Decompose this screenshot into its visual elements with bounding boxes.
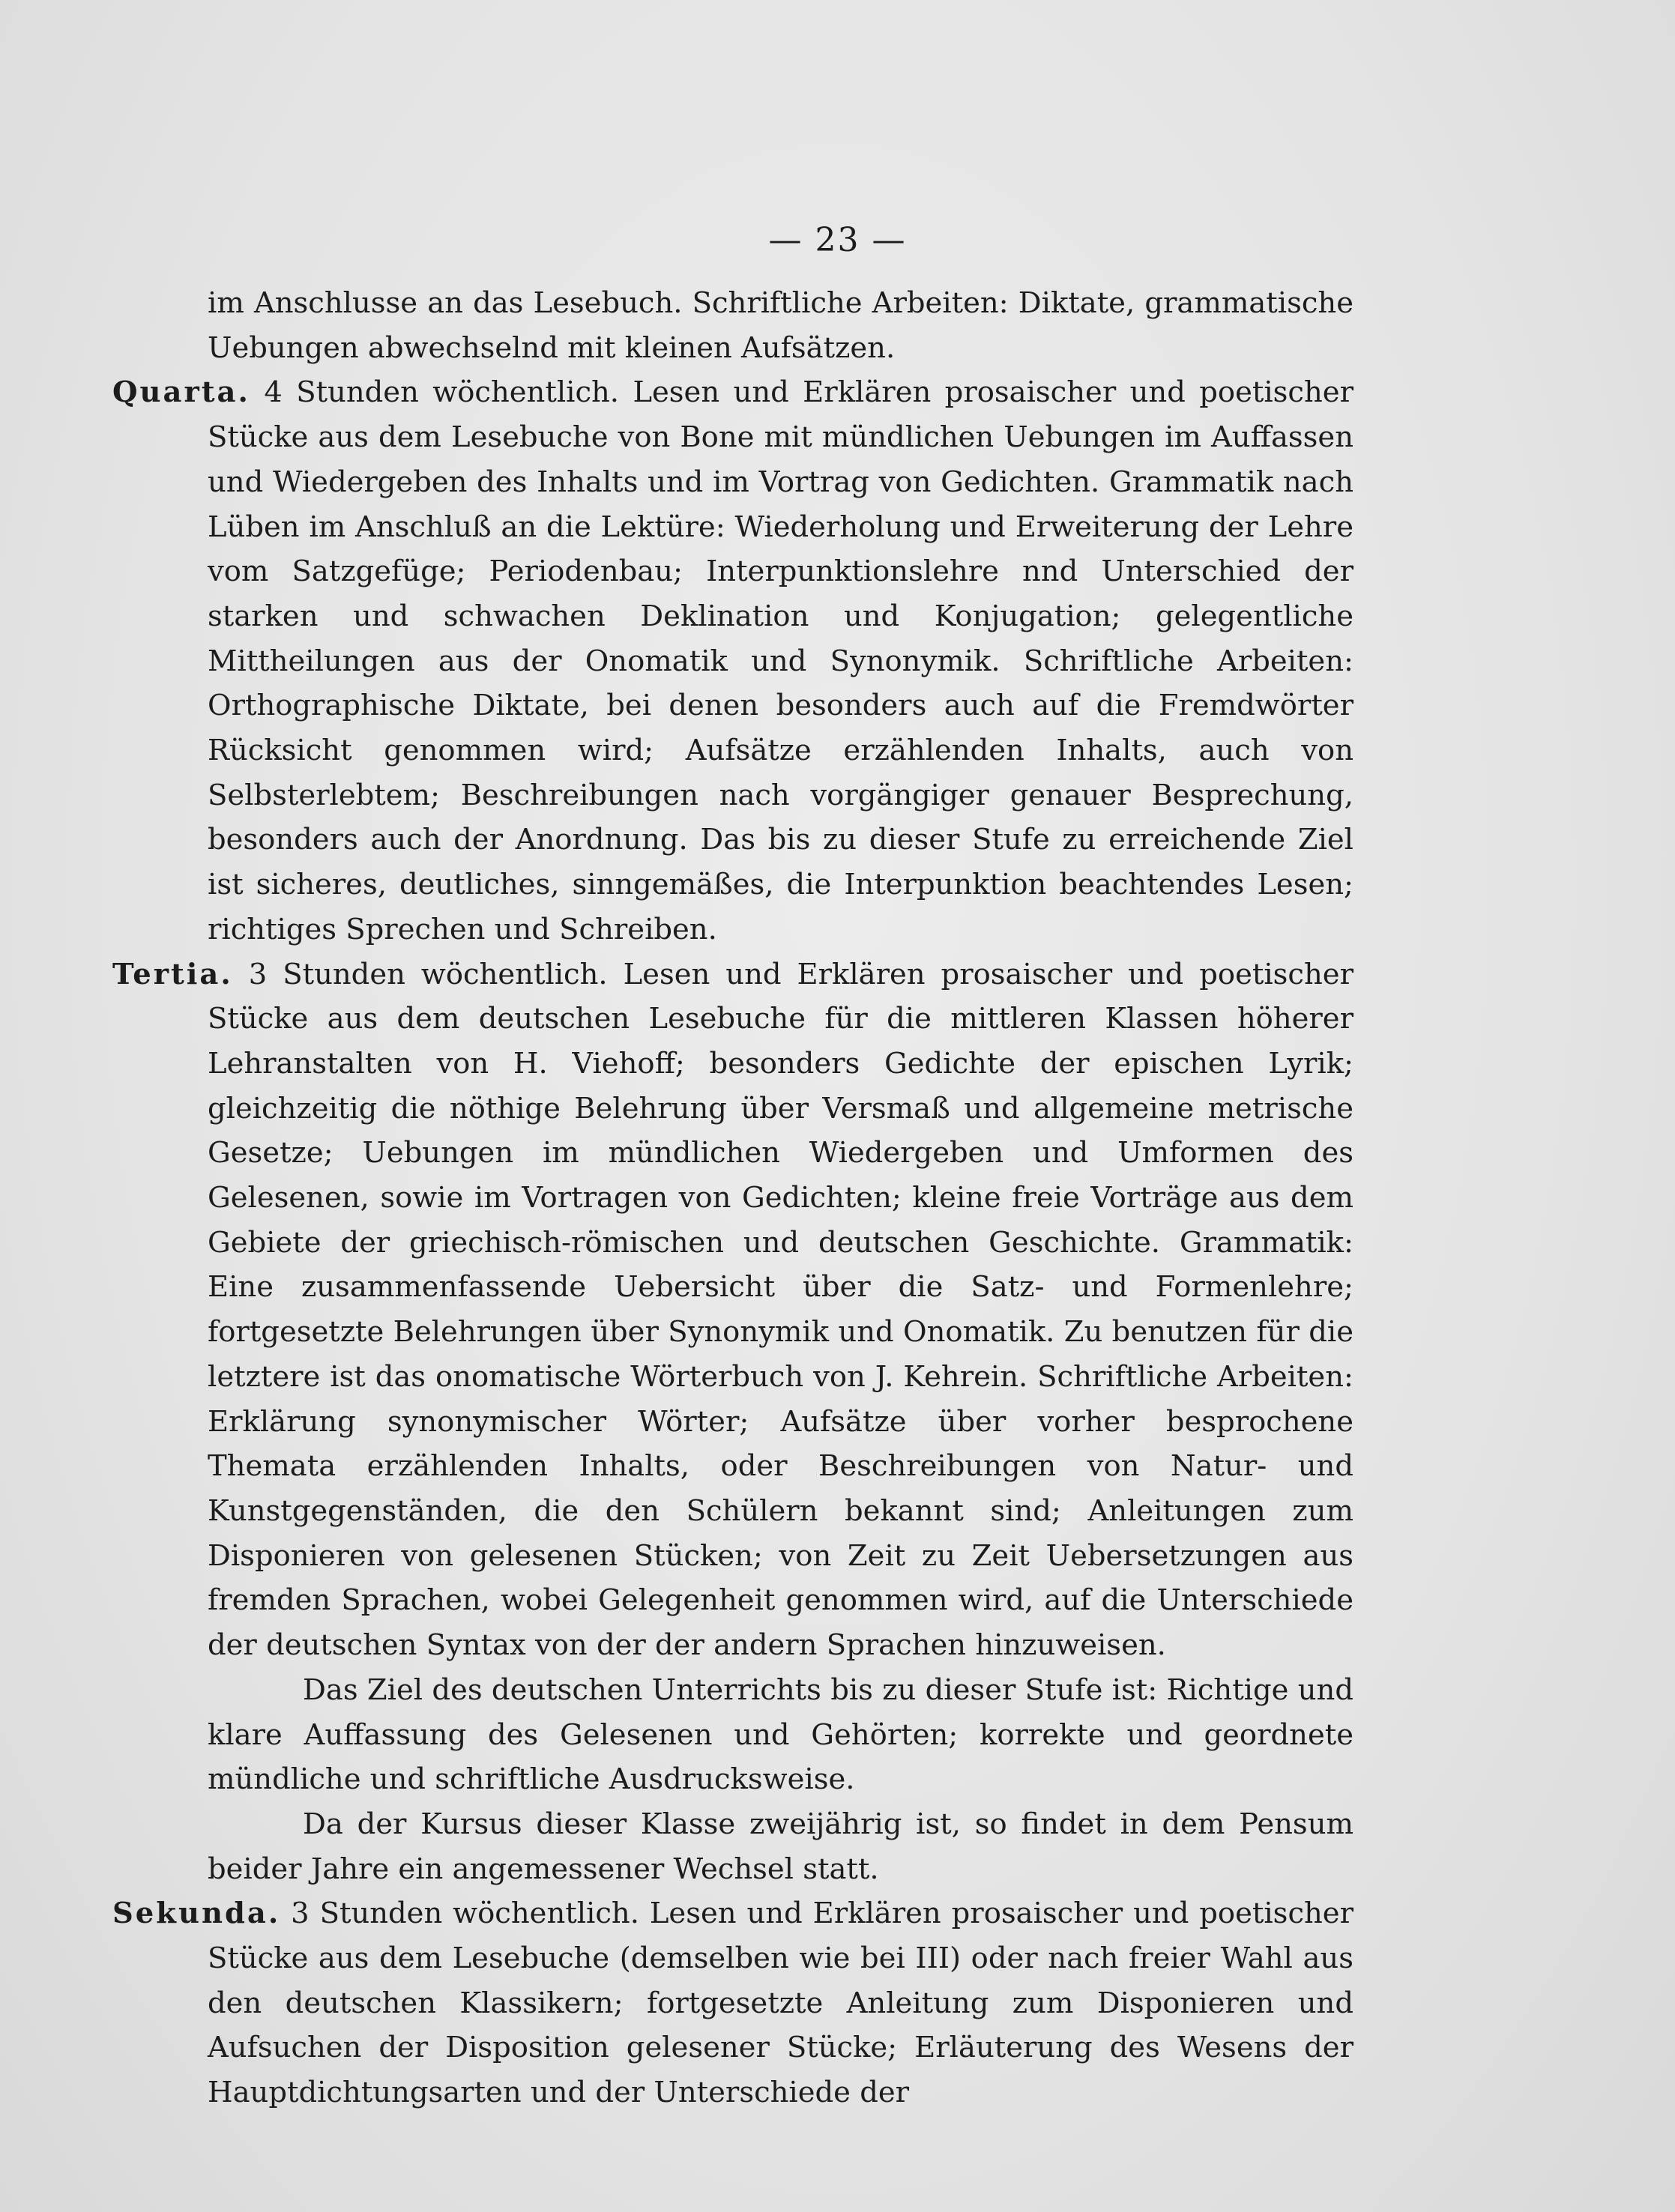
quarta-body: 4 Stunden wöchentlich. Lesen und Erklären prosaischer und poetischer Stücke aus dem Lesebuche von Bone mit mündlichen Uebungen im Auffassen und Wiedergeben des Inhalts und im Vortrag von Gedichten. Grammatik nach Lüben im Anschluß an die Lektüre: Wiederholung und Erweiterung der Lehre vom Satzgefüge; Periodenbau; Interpunktionslehre nnd Unterschied der starken und schwachen Deklination und Konjugation; gelegentliche Mittheilungen aus der Onomatik und Synonymik. Schriftliche Arbeiten: Orthographische Diktate, bei denen besonders auch auf die Fremdwörter Rücksicht genommen wird; Aufsätze erzählenden Inhalts, auch von Selbsterlebtem; Beschreibungen nach vorgängiger genauer Besprechung, besonders auch der Anordnung. Das bis zu dieser Stufe zu erreichende Ziel ist sicheres, deutliches, sinngemäßes, die Interpunktion beachtendes Lesen; richtiges Sprechen und Schreiben. <box>208 375 1353 946</box>
quarta-heading: Quarta. <box>112 375 250 410</box>
tertia-body: 3 Stunden wöchentlich. Lesen und Erklären prosaischer und poetischer Stücke aus dem deutschen Lesebuche für die mittleren Klassen höherer Lehranstalten von H. Viehoff; besonders Gedichte der epischen Lyrik; gleichzeitig die nöthige Belehrung über Versmaß und allgemeine metrische Gesetze; Uebungen im mündlichen Wiedergeben und Umformen des Gelesenen, sowie im Vortragen von Gedichten; kleine freie Vorträge aus dem Gebiete der griechisch-römischen und deutschen Geschichte. Grammatik: Eine zusammenfassende Uebersicht über die Satz- und Formenlehre; fortgesetzte Belehrungen über Synonymik und Onomatik. Zu benutzen für die letztere ist das onomatische Wörterbuch von J. Kehrein. Schriftliche Arbeiten: Erklärung synonymischer Wörter; Aufsätze über vorher besprochene Themata erzählenden Inhalts, oder Beschreibungen von Natur- und Kunstgegenständen, die den Schülern bekannt sind; Anleitungen zum Disponieren von gelesenen Stücken; von Zeit zu Zeit Uebersetzungen aus fremden Sprachen, wobei Gelegenheit genommen wird, auf die Unterschiede der deutschen Syntax von der der andern Sprachen hinzuweisen. <box>208 957 1353 1663</box>
intro-paragraph: im Anschlusse an das Lesebuch. Schriftliche Arbeiten: Diktate, grammatische Uebungen abwechselnd mit kleinen Aufsätzen. <box>208 286 1353 365</box>
body-text <box>112 281 1353 2115</box>
ziel-paragraph: Das Ziel des deutschen Unterrichts bis zu dieser Stufe ist: Richtige und klare Auffassung des Gelesenen und Gehörten; korrekte und geordnete mündliche und schriftliche Ausdrucksweise. <box>208 1672 1353 1797</box>
sekunda-body: 3 Stunden wöchentlich. Lesen und Erklären prosaischer und poetischer Stücke aus dem Lesebuche (demselben wie bei III) oder nach freier Wahl aus den deutschen Klassikern; fortgesetzte Anleitung zum Disponieren und Aufsuchen der Disposition gelesener Stücke; Erläuterung des Wesens der Hauptdichtungsarten und der Unterschiede der <box>208 1897 1353 2110</box>
tertia-heading: Tertia. <box>112 957 233 991</box>
sekunda-heading: Sekunda. <box>112 1897 281 1931</box>
page-number: — 23 — <box>768 221 907 259</box>
sekunda-paragraph <box>112 1891 1353 2115</box>
kursus-paragraph: Da der Kursus dieser Klasse zweijährig ist, so findet in dem Pensum beider Jahre ein angemessener Wechsel statt. <box>208 1807 1353 1886</box>
tertia-paragraph <box>112 952 1353 1668</box>
quarta-paragraph <box>112 370 1353 952</box>
